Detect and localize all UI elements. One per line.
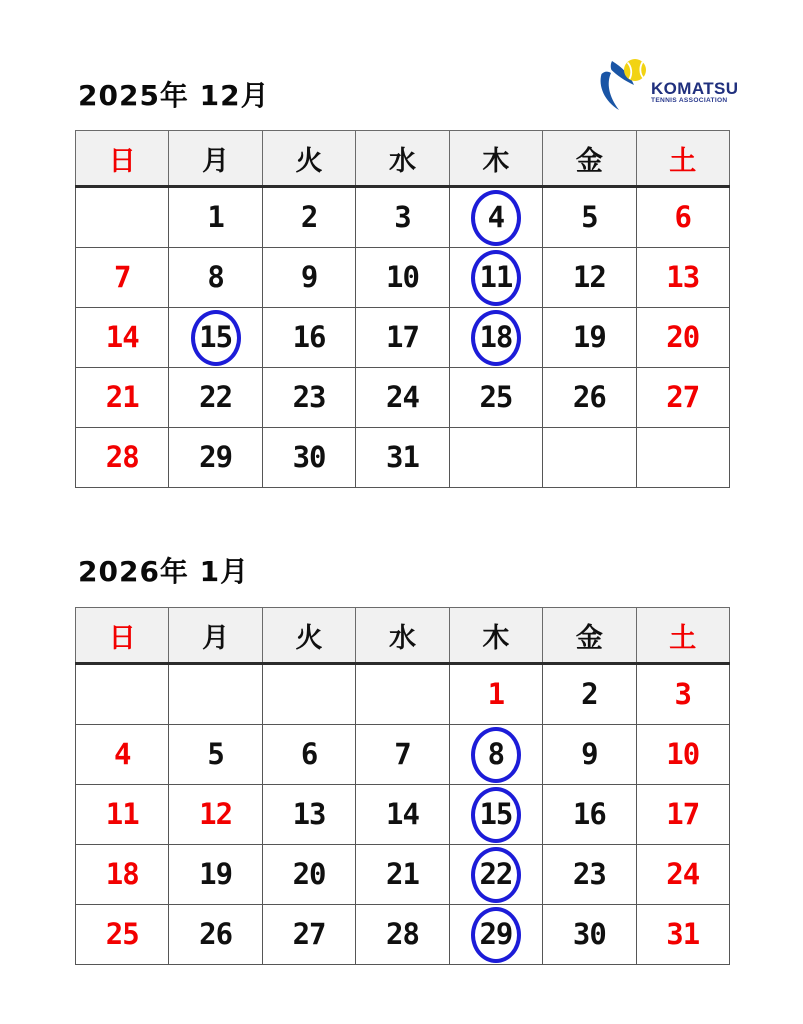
- weekday-label: 日: [108, 145, 136, 177]
- weekday-label: 金: [575, 145, 603, 177]
- date-number: 12: [199, 797, 233, 831]
- date-number: 19: [199, 857, 233, 891]
- weekday-label: 火: [295, 622, 323, 654]
- date-number: 24: [666, 857, 700, 891]
- weekday-header-mon: [169, 608, 262, 664]
- weekday-label: 火: [295, 145, 323, 177]
- date-cell: [543, 664, 636, 725]
- date-cell: [169, 428, 262, 488]
- date-number: 17: [666, 797, 700, 831]
- date-cell: [356, 905, 449, 965]
- logo-title: KOMATSU: [651, 78, 739, 98]
- date-number: 28: [386, 917, 419, 951]
- date-cell: [636, 308, 729, 368]
- date-cell: [76, 725, 169, 785]
- date-cell: [169, 845, 262, 905]
- date-cell: [449, 248, 542, 308]
- weekday-label: 木: [482, 145, 510, 177]
- date-number: 17: [386, 320, 419, 354]
- date-cell: [449, 845, 542, 905]
- date-cell: [262, 368, 355, 428]
- date-cell: [169, 248, 262, 308]
- date-number: 31: [386, 440, 419, 474]
- date-cell: [76, 785, 169, 845]
- date-number: 18: [479, 320, 513, 354]
- date-cell: [356, 428, 449, 488]
- weekday-label: 水: [388, 145, 416, 177]
- date-cell: [169, 664, 262, 725]
- date-cell: [356, 664, 449, 725]
- date-cell: [543, 308, 636, 368]
- week-row: [76, 725, 730, 785]
- date-number: 29: [199, 440, 233, 474]
- date-number: 1: [487, 677, 505, 711]
- date-number: 24: [386, 380, 419, 414]
- date-number: 23: [292, 380, 326, 414]
- weekday-header-sun: [76, 608, 169, 664]
- date-cell: [169, 187, 262, 248]
- weekday-header-mon: [169, 131, 262, 187]
- date-cell: [636, 664, 729, 725]
- date-number: 25: [479, 380, 513, 414]
- date-cell: [543, 368, 636, 428]
- weekday-label: 月: [202, 622, 230, 654]
- date-number: 10: [386, 260, 419, 294]
- weekday-header-row: [76, 608, 730, 664]
- weekday-header-sat: [636, 131, 729, 187]
- date-cell: [76, 308, 169, 368]
- date-number: 7: [113, 260, 131, 294]
- calendar-january-2026: [75, 607, 730, 965]
- date-cell: [543, 785, 636, 845]
- date-number: 2: [581, 677, 598, 711]
- date-number: 21: [105, 380, 139, 414]
- date-cell: [356, 368, 449, 428]
- date-number: 23: [572, 857, 606, 891]
- date-number: 16: [572, 797, 606, 831]
- weekday-header-tue: [262, 131, 355, 187]
- date-cell: [449, 428, 542, 488]
- date-number: 11: [105, 797, 139, 831]
- date-cell: [356, 845, 449, 905]
- date-number: 29: [479, 917, 513, 951]
- date-cell: [169, 308, 262, 368]
- date-number: 15: [199, 320, 233, 354]
- date-number: 14: [105, 320, 139, 354]
- date-number: 3: [394, 200, 411, 234]
- week-row: [76, 248, 730, 308]
- date-number: 30: [292, 440, 326, 474]
- date-cell: [543, 845, 636, 905]
- date-number: 14: [386, 797, 419, 831]
- week-row: [76, 785, 730, 845]
- week-row: [76, 845, 730, 905]
- weekday-header-row: [76, 131, 730, 187]
- date-cell: [449, 725, 542, 785]
- calendar-december-2025: [75, 130, 730, 488]
- date-number: 12: [572, 260, 606, 294]
- date-number: 20: [292, 857, 326, 891]
- date-number: 25: [105, 917, 139, 951]
- calendar-title-january-2026: 2026年 1月: [78, 555, 250, 588]
- date-cell: [356, 725, 449, 785]
- date-cell: [76, 368, 169, 428]
- date-number: 21: [386, 857, 419, 891]
- date-cell: [543, 187, 636, 248]
- date-cell: [262, 248, 355, 308]
- date-cell: [76, 187, 169, 248]
- weekday-label: 水: [388, 622, 416, 654]
- weekday-label: 土: [669, 622, 697, 654]
- date-number: 8: [207, 260, 224, 294]
- date-cell: [636, 248, 729, 308]
- weekday-label: 土: [669, 145, 697, 177]
- date-number: 8: [487, 737, 505, 771]
- date-number: 1: [207, 200, 224, 234]
- week-row: [76, 905, 730, 965]
- date-cell: [262, 428, 355, 488]
- date-cell: [636, 368, 729, 428]
- date-number: 31: [666, 917, 700, 951]
- date-number: 27: [292, 917, 326, 951]
- date-cell: [636, 725, 729, 785]
- date-number: 9: [581, 737, 598, 771]
- date-cell: [76, 905, 169, 965]
- date-cell: [636, 845, 729, 905]
- date-cell: [543, 428, 636, 488]
- date-cell: [636, 785, 729, 845]
- date-number: 22: [199, 380, 233, 414]
- date-cell: [76, 664, 169, 725]
- weekday-label: 日: [108, 622, 136, 654]
- date-cell: [262, 785, 355, 845]
- date-cell: [543, 725, 636, 785]
- date-number: 16: [292, 320, 326, 354]
- date-number: 19: [572, 320, 606, 354]
- date-number: 4: [113, 737, 131, 771]
- date-cell: [356, 308, 449, 368]
- date-cell: [449, 187, 542, 248]
- date-cell: [169, 905, 262, 965]
- weekday-header-wed: [356, 608, 449, 664]
- date-cell: [356, 785, 449, 845]
- date-cell: [636, 428, 729, 488]
- weekday-label: 月: [202, 145, 230, 177]
- date-cell: [262, 905, 355, 965]
- week-row: [76, 368, 730, 428]
- date-number: 3: [674, 677, 691, 711]
- date-cell: [262, 308, 355, 368]
- date-number: 13: [666, 260, 700, 294]
- week-row: [76, 187, 730, 248]
- date-number: 9: [300, 260, 318, 294]
- date-cell: [76, 428, 169, 488]
- weekday-header-thu: [449, 608, 542, 664]
- weekday-label: 木: [482, 622, 510, 654]
- date-cell: [449, 905, 542, 965]
- date-number: 26: [199, 917, 233, 951]
- date-cell: [169, 725, 262, 785]
- weekday-header-fri: [543, 608, 636, 664]
- weekday-header-sun: [76, 131, 169, 187]
- date-number: 2: [300, 200, 318, 234]
- date-number: 13: [292, 797, 326, 831]
- logo-text: [651, 80, 738, 105]
- date-cell: [356, 248, 449, 308]
- komatsu-tennis-association-logo: [596, 56, 771, 114]
- date-number: 30: [572, 917, 606, 951]
- date-cell: [262, 845, 355, 905]
- date-cell: [169, 368, 262, 428]
- date-number: 26: [572, 380, 606, 414]
- week-row: [76, 664, 730, 725]
- date-number: 6: [674, 200, 691, 234]
- date-number: 28: [105, 440, 139, 474]
- date-cell: [636, 187, 729, 248]
- week-row: [76, 428, 730, 488]
- date-cell: [449, 664, 542, 725]
- date-cell: [543, 905, 636, 965]
- date-cell: [356, 187, 449, 248]
- date-number: 6: [300, 737, 318, 771]
- tennis-player-swoosh-icon: [596, 56, 650, 114]
- date-number: 15: [479, 797, 513, 831]
- date-number: 27: [666, 380, 700, 414]
- weekday-header-wed: [356, 131, 449, 187]
- weekday-header-thu: [449, 131, 542, 187]
- date-number: 20: [666, 320, 700, 354]
- date-cell: [76, 845, 169, 905]
- date-cell: [449, 308, 542, 368]
- date-cell: [543, 248, 636, 308]
- weekday-header-sat: [636, 608, 729, 664]
- date-cell: [449, 368, 542, 428]
- weekday-label: 金: [575, 622, 603, 654]
- date-cell: [262, 664, 355, 725]
- date-number: 7: [394, 737, 411, 771]
- calendar-title-december-2025: 2025年 12月: [78, 79, 270, 112]
- date-number: 11: [479, 260, 513, 294]
- date-cell: [262, 187, 355, 248]
- date-number: 4: [487, 200, 505, 234]
- date-number: 5: [581, 200, 598, 234]
- week-row: [76, 308, 730, 368]
- logo-subtitle: TENNIS ASSOCIATION: [651, 97, 728, 105]
- weekday-header-fri: [543, 131, 636, 187]
- date-cell: [169, 785, 262, 845]
- weekday-header-tue: [262, 608, 355, 664]
- date-number: 5: [207, 737, 224, 771]
- date-number: 10: [666, 737, 700, 771]
- date-cell: [636, 905, 729, 965]
- date-cell: [76, 248, 169, 308]
- date-number: 18: [105, 857, 139, 891]
- date-cell: [449, 785, 542, 845]
- date-number: 22: [479, 857, 513, 891]
- date-cell: [262, 725, 355, 785]
